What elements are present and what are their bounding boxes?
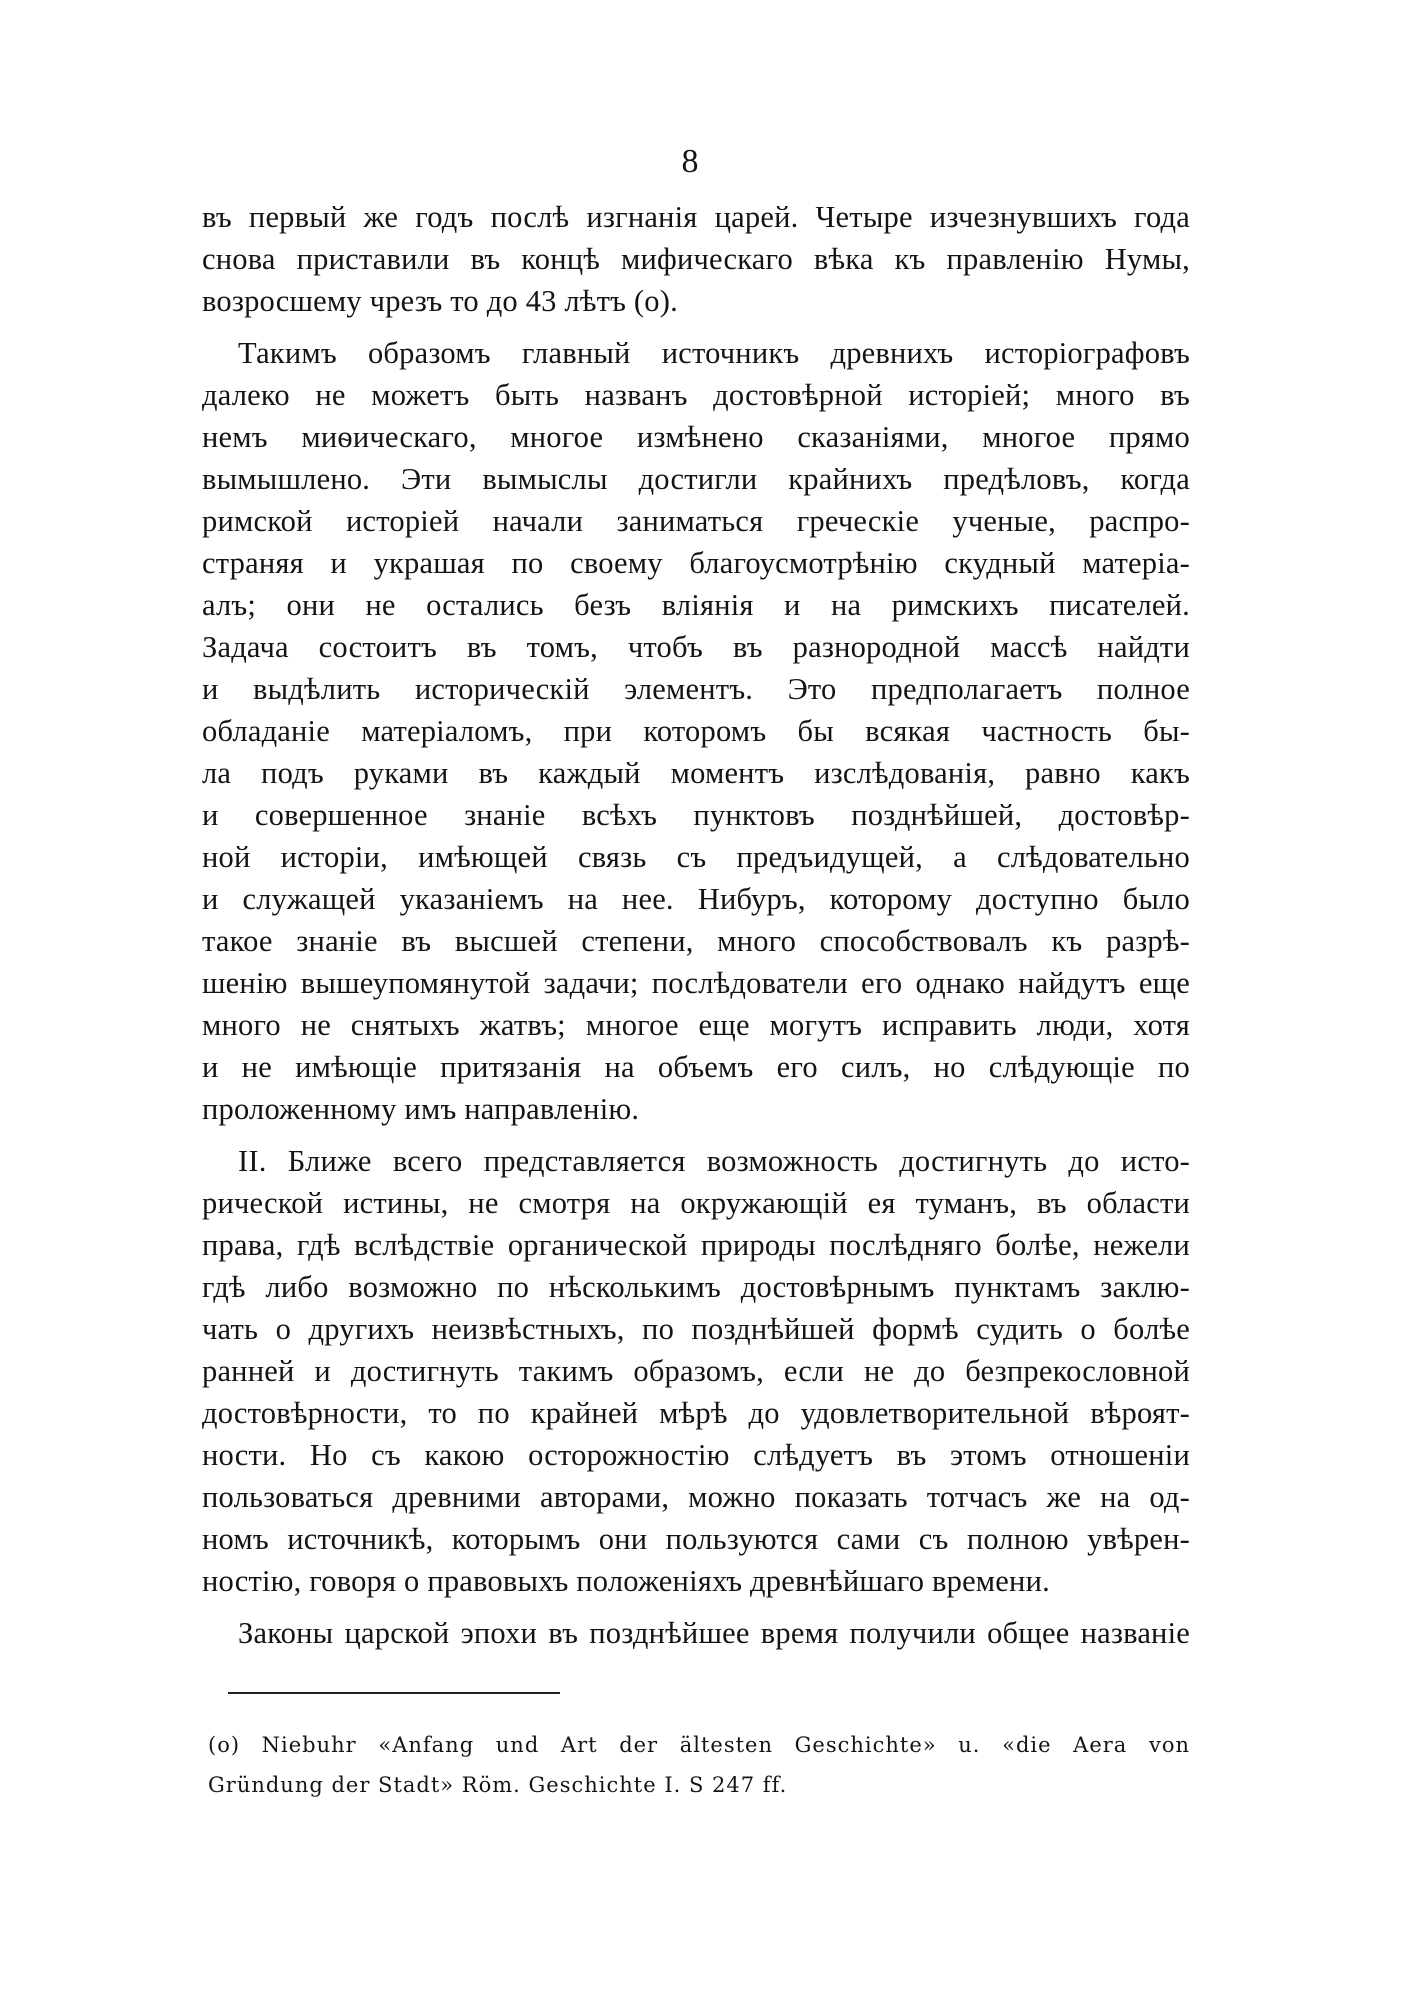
footnote-line: (о) Niebuhr «Anfang und Art der ältesten Geschichte» u. «die Aera von <box>208 1733 1190 1757</box>
text-line: Задача состоитъ въ томъ, чтобъ въ разнородной массѣ найдти <box>202 630 1190 664</box>
text-line: обладаніе матеріаломъ, при которомъ бы всякая частность бы- <box>202 714 1190 748</box>
footnote <box>208 1725 1190 1805</box>
text-line: права, гдѣ вслѣдствіе органической природы послѣдняго болѣе, нежели <box>202 1228 1190 1262</box>
text-line: Такимъ образомъ главный источникъ древнихъ исторіографовъ <box>238 336 1190 370</box>
text-line: II. Ближе всего представляется возможность достигнуть до исто- <box>238 1144 1190 1178</box>
text-line: достовѣрности, то по крайней мѣрѣ до удовлетворительной вѣроят- <box>202 1396 1190 1430</box>
text-line: снова приставили въ концѣ мифическаго вѣка къ правленію Нумы, <box>202 242 1190 276</box>
text-line: много не снятыхъ жатвъ; многое еще могутъ исправить люди, хотя <box>202 1008 1190 1042</box>
text-line: ла подъ руками въ каждый моментъ изслѣдованія, равно какъ <box>202 756 1190 790</box>
text-line: гдѣ либо возможно по нѣсколькимъ достовѣрнымъ пунктамъ заклю- <box>202 1270 1190 1304</box>
text-line: такое знаніе въ высшей степени, много способствовалъ къ разрѣ- <box>202 924 1190 958</box>
footnote-line: Gründung der Stadt» Röm. Geschichte I. S 247 ff. <box>208 1773 788 1797</box>
text-line: рической истины, не смотря на окружающій ея туманъ, въ области <box>202 1186 1190 1220</box>
text-line: ностію, говоря о правовыхъ положеніяхъ древнѣйшаго времени. <box>202 1564 1050 1598</box>
text-line: номъ источникѣ, которымъ они пользуются сами съ полною увѣрен- <box>202 1522 1190 1556</box>
text-line: и совершенное знаніе всѣхъ пунктовъ позднѣйшей, достовѣр- <box>202 798 1190 832</box>
text-line: ранней и достигнуть такимъ образомъ, если не до безпрекословной <box>202 1354 1190 1388</box>
text-line: римской исторіей начали заниматься греческіе ученые, распро- <box>202 504 1190 538</box>
text-line: Законы царской эпохи въ позднѣйшее время получили общее названіе <box>238 1616 1190 1650</box>
text-line: и выдѣлить историческій элементъ. Это предполагаетъ полное <box>202 672 1190 706</box>
text-line: страняя и украшая по своему благоусмотрѣнію скудный матеріа- <box>202 546 1190 580</box>
text-line: алъ; они не остались безъ вліянія и на римскихъ писателей. <box>202 588 1190 622</box>
text-line: въ первый же годъ послѣ изгнанія царей. Четыре изчезнувшихъ года <box>202 200 1190 234</box>
text-line: немъ миѳическаго, многое измѣнено сказаніями, многое прямо <box>202 420 1190 454</box>
text-line: проложенному имъ направленію. <box>202 1092 640 1126</box>
body-text <box>202 196 1190 1654</box>
text-line: ности. Но съ какою осторожностію слѣдуетъ въ этомъ отношеніи <box>202 1438 1190 1472</box>
text-line: вымышлено. Эти вымыслы достигли крайнихъ предѣловъ, когда <box>202 462 1190 496</box>
text-line: шенію вышеупомянутой задачи; послѣдователи его однако найдутъ еще <box>202 966 1190 1000</box>
footnote-divider <box>228 1692 560 1694</box>
text-line: и не имѣющіе притязанія на объемъ его силъ, но слѣдующіе по <box>202 1050 1190 1084</box>
text-line: и служащей указаніемъ на нее. Нибуръ, которому доступно было <box>202 882 1190 916</box>
page-number: 8 <box>681 143 699 180</box>
text-line: возросшему чрезъ то до 43 лѣтъ (о). <box>202 284 678 318</box>
text-line: далеко не можетъ быть названъ достовѣрной исторіей; много въ <box>202 378 1190 412</box>
text-line: ной исторіи, имѣющей связь съ предъидущей, а слѣдовательно <box>202 840 1190 874</box>
text-line: пользоваться древними авторами, можно показать тотчасъ же на од- <box>202 1480 1190 1514</box>
text-line: чать о другихъ неизвѣстныхъ, по позднѣйшей формѣ судить о болѣе <box>202 1312 1190 1346</box>
